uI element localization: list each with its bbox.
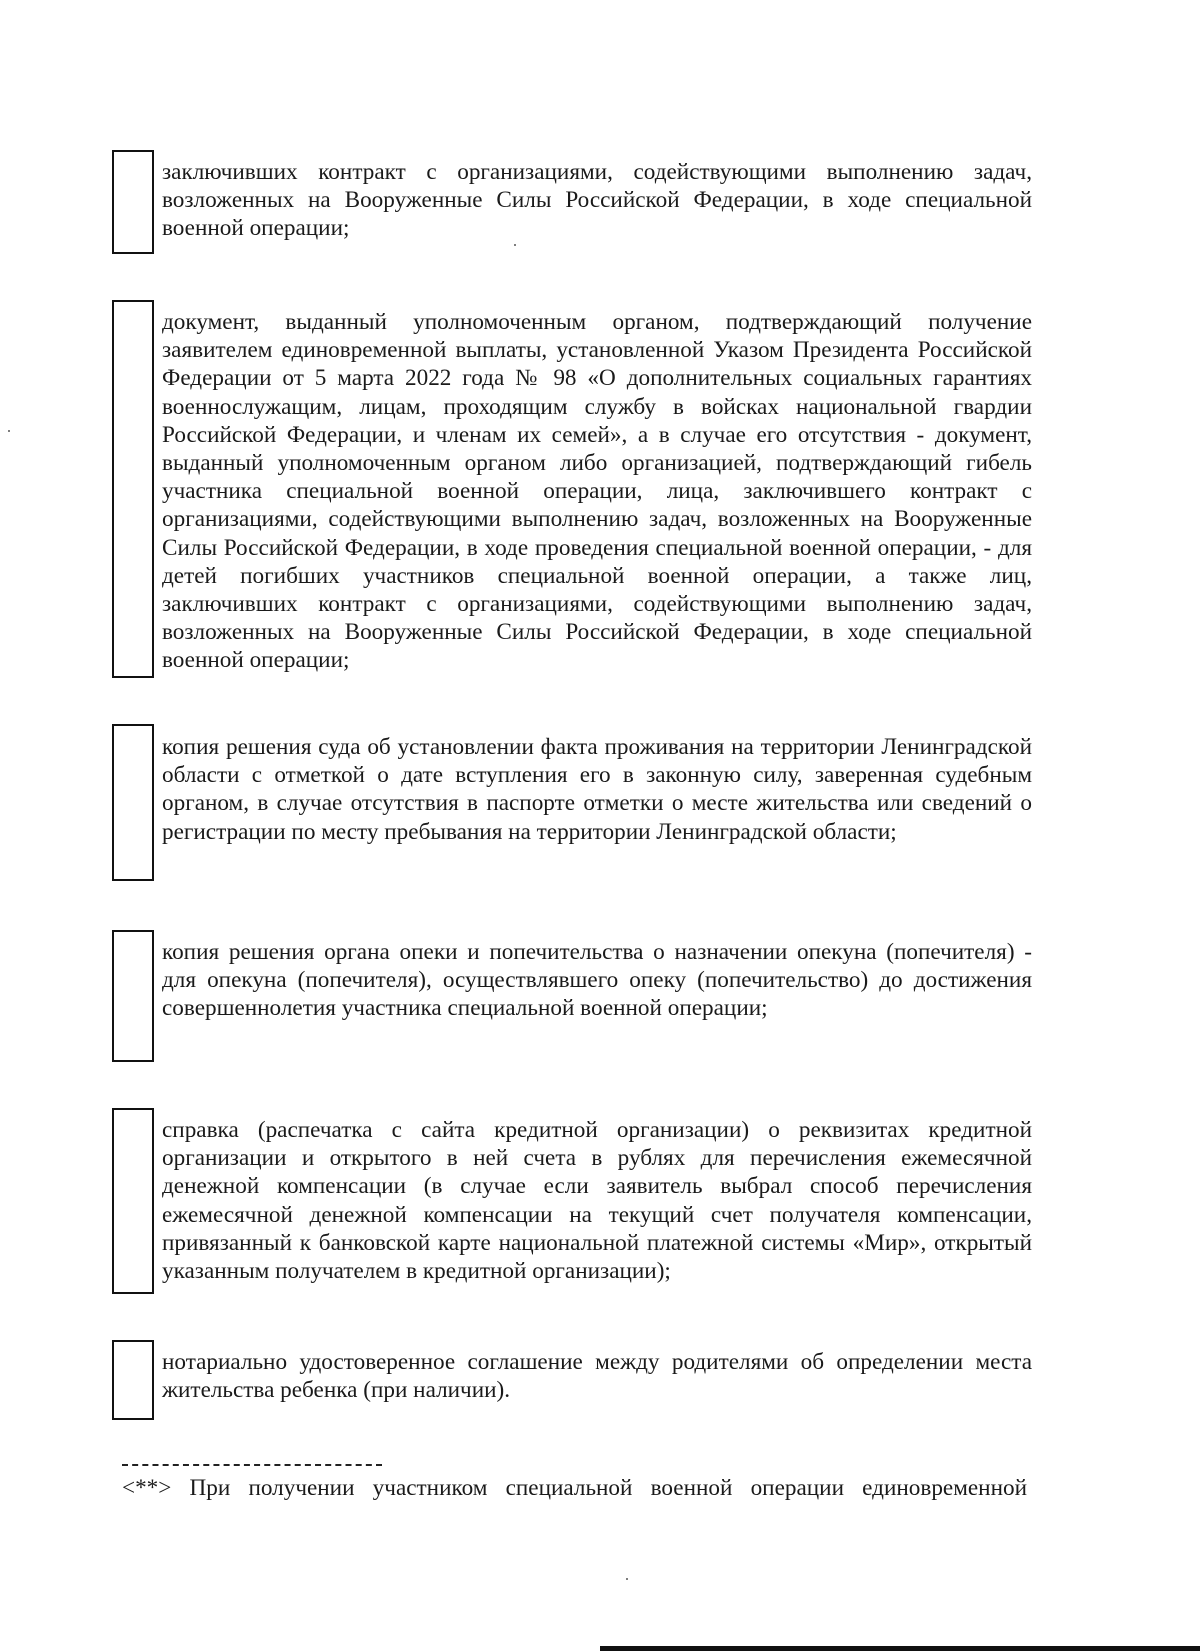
item-text: нотариально удостоверенное соглашение между родителями об определении места жительства ребенка (при наличии). — [162, 1349, 1032, 1404]
item-checkbox[interactable] — [112, 300, 154, 678]
scan-speck — [626, 1578, 628, 1580]
item-checkbox[interactable] — [112, 930, 154, 1062]
item-text: копия решения суда об установлении факта проживания на территории Ленинградской области с отметкой о дате вступления его в законную силу, заверенная судебным органом, в случае отсутствия в паспорте отметки о месте жительства или сведений о регистрации по месту пребывания на территории Ленинградской области; — [162, 734, 1032, 845]
footnote-text: <**> При получении участником специальной военной операции единовременной — [122, 1475, 1027, 1501]
scan-edge-shadow — [600, 1646, 1200, 1651]
item-text: заключивших контракт с организациями, содействующими выполнению задач, возложенных на Вооруженные Силы Российской Федерации, в ходе специальной военной операции; — [162, 159, 1032, 242]
scan-speck — [8, 430, 10, 432]
item-checkbox[interactable] — [112, 724, 154, 881]
footnote-separator — [122, 1464, 382, 1466]
item-text: документ, выданный уполномоченным органом, подтверждающий получение заявителем единовременной выплаты, установленной Указом Президента Российской Федерации от 5 марта 2022 года № 98 «О дополнительных социальных гарантиях военнослужащим, лицам, проходящим службу в войсках национальной гвардии Российской Федерации, и членам их семей», а в случае его отсутствия - документ, выданный уполномоченным органом либо организацией, подтверждающий гибель участника специальной военной операции, лица, заключившего контракт с организациями, содействующими выполнению задач, возложенных на Вооруженные Силы Российской Федерации, в ходе проведения специальной военной операции, - для детей погибших участников специальной военной операции, а также лиц, заключивших контракт с организациями, содействующими выполнению задач, возложенных на Вооруженные Силы Российской Федерации, в ходе специальной военной операции; — [162, 309, 1032, 674]
item-text: справка (распечатка с сайта кредитной организации) о реквизитах кредитной организации и открытого в ней счета в рублях для перечисления ежемесячной денежной компенсации (в случае если заявитель выбрал способ перечисления ежемесячной денежной компенсации на текущий счет получателя компенсации, привязанный к банковской карте национальной платежной системы «Мир», открытый указанным получателем в кредитной организации); — [162, 1117, 1032, 1285]
item-text: копия решения органа опеки и попечительства о назначении опекуна (попечителя) - для опекуна (попечителя), осуществлявшего опеку (попечительство) до достижения совершеннолетия участника специальной военной операции; — [162, 939, 1032, 1022]
item-checkbox[interactable] — [112, 150, 154, 254]
scan-speck — [514, 244, 516, 246]
item-checkbox[interactable] — [112, 1108, 154, 1294]
item-checkbox[interactable] — [112, 1340, 154, 1420]
